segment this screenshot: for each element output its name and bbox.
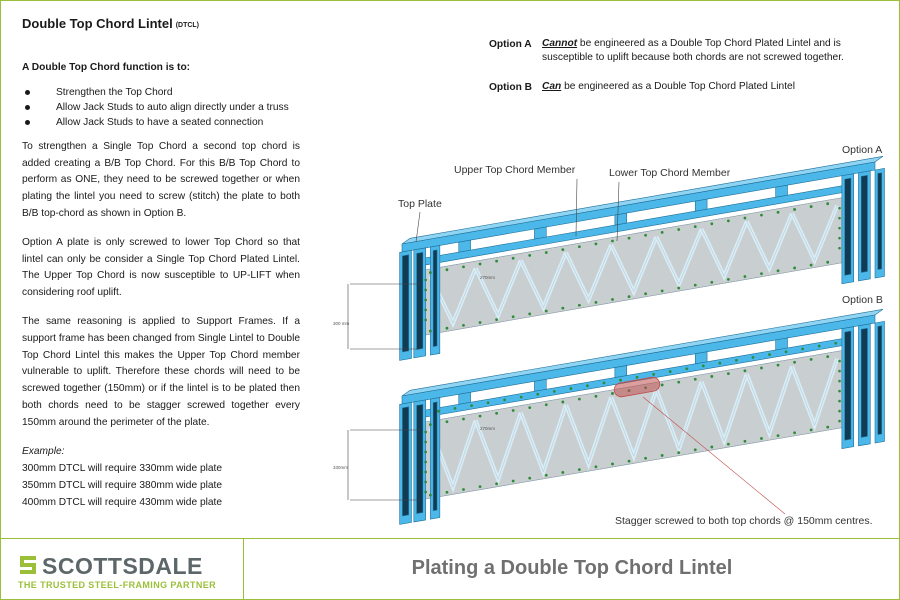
screw bbox=[512, 409, 515, 412]
screw bbox=[744, 440, 747, 443]
screw bbox=[826, 426, 829, 429]
screw bbox=[470, 404, 473, 407]
screw bbox=[611, 463, 614, 466]
screw bbox=[777, 211, 780, 214]
screw bbox=[446, 268, 449, 271]
screw bbox=[495, 260, 498, 263]
screw bbox=[818, 345, 821, 348]
dim-a-inner-label: 270mm bbox=[480, 275, 496, 280]
screw bbox=[424, 481, 427, 484]
example-line: 300mm DTCL will require 330mm wide plate bbox=[22, 463, 223, 475]
option-b-frame bbox=[400, 309, 885, 524]
screw bbox=[628, 237, 631, 240]
lower-chord-callout: Lower Top Chord Member bbox=[609, 167, 731, 179]
screw bbox=[661, 454, 664, 457]
upper-chord-leader bbox=[576, 179, 577, 236]
screw bbox=[611, 298, 614, 301]
screw bbox=[677, 381, 680, 384]
screw bbox=[424, 319, 427, 322]
screw bbox=[528, 406, 531, 409]
example-line: 400mm DTCL will require 430mm wide plate bbox=[22, 497, 223, 509]
screw bbox=[661, 384, 664, 387]
screw bbox=[424, 461, 427, 464]
stud-inner bbox=[845, 178, 851, 275]
page-title-tag: (DTCL) bbox=[175, 22, 200, 29]
chord-spacer bbox=[615, 213, 627, 225]
screw bbox=[561, 471, 564, 474]
screw bbox=[838, 247, 841, 250]
screw bbox=[528, 477, 531, 480]
screw bbox=[437, 410, 440, 413]
function-list bbox=[22, 85, 300, 130]
example-label: Example: bbox=[22, 445, 65, 457]
upper-chord-callout: Upper Top Chord Member bbox=[454, 164, 576, 176]
screw bbox=[462, 488, 465, 491]
stud-inner bbox=[402, 407, 408, 516]
screw bbox=[685, 367, 688, 370]
screw bbox=[424, 441, 427, 444]
screw bbox=[595, 395, 598, 398]
screw bbox=[545, 474, 548, 477]
screw bbox=[424, 299, 427, 302]
screw bbox=[528, 312, 531, 315]
list-item: Strengthen the Top Chord bbox=[22, 85, 300, 100]
brand-tagline: THE TRUSTED STEEL-FRAMING PARTNER bbox=[18, 580, 217, 590]
screw bbox=[561, 307, 564, 310]
paragraph-option-a: Option A plate is only screwed to lower Top Chord so that lintel can only be consider a Single Top Chord Plated Lintel. The Upper Top Chord is now susceptible to UP-LIFT when considering roof uplift. bbox=[22, 236, 300, 299]
option-b-description bbox=[542, 80, 795, 95]
screw bbox=[710, 375, 713, 378]
screw bbox=[628, 460, 631, 463]
screw bbox=[777, 269, 780, 272]
screw bbox=[429, 423, 432, 426]
screw bbox=[834, 342, 837, 345]
screw bbox=[669, 370, 672, 373]
screw bbox=[429, 494, 432, 497]
screw bbox=[727, 372, 730, 375]
screw bbox=[644, 457, 647, 460]
scottsdale-s-icon bbox=[18, 554, 38, 576]
dim-b-height-label: 330mm bbox=[333, 465, 349, 470]
screw bbox=[429, 271, 432, 274]
screw bbox=[479, 415, 482, 418]
chord-spacer bbox=[695, 352, 707, 364]
screw bbox=[503, 399, 506, 402]
screw bbox=[810, 264, 813, 267]
screw bbox=[694, 284, 697, 287]
screw bbox=[838, 370, 841, 373]
screw bbox=[479, 485, 482, 488]
chord-spacer bbox=[776, 185, 788, 197]
chord-spacer bbox=[534, 227, 546, 239]
option-b-row bbox=[489, 80, 879, 95]
screw bbox=[611, 392, 614, 395]
top-plate-callout: Top Plate bbox=[398, 198, 442, 210]
screw bbox=[424, 279, 427, 282]
screw bbox=[446, 327, 449, 330]
list-item: Allow Jack Studs to auto align directly under a truss bbox=[22, 100, 300, 115]
chord-spacer bbox=[776, 338, 788, 350]
screw bbox=[838, 207, 841, 210]
screw bbox=[661, 231, 664, 234]
screw bbox=[545, 251, 548, 254]
option-b-text: be engineered as a Double Top Chord Plated Lintel bbox=[561, 81, 795, 92]
function-heading: A Double Top Chord function is to: bbox=[22, 62, 191, 73]
stud-inner bbox=[845, 331, 851, 440]
screw bbox=[545, 310, 548, 313]
screw bbox=[838, 420, 841, 423]
screw bbox=[479, 321, 482, 324]
screw bbox=[677, 287, 680, 290]
screw bbox=[838, 380, 841, 383]
footer-title: Plating a Double Top Chord Lintel bbox=[411, 557, 733, 579]
screw bbox=[661, 290, 664, 293]
list-item: Allow Jack Studs to have a seated connection bbox=[22, 115, 300, 130]
option-a-label: Option A bbox=[489, 39, 532, 50]
screw bbox=[785, 350, 788, 353]
screw bbox=[760, 437, 763, 440]
screw bbox=[429, 330, 432, 333]
screw bbox=[553, 390, 556, 393]
screw bbox=[586, 384, 589, 387]
screw bbox=[569, 387, 572, 390]
screw bbox=[424, 431, 427, 434]
screw bbox=[838, 227, 841, 230]
lintel-plate bbox=[421, 197, 847, 336]
screw bbox=[512, 315, 515, 318]
screw bbox=[760, 367, 763, 370]
screw bbox=[793, 208, 796, 211]
page-title bbox=[22, 16, 300, 34]
option-b-diagram-label: Option B bbox=[842, 294, 883, 306]
screw bbox=[793, 267, 796, 270]
screw bbox=[536, 393, 539, 396]
screw bbox=[677, 451, 680, 454]
stud-inner bbox=[878, 326, 882, 435]
paragraph-strengthen: To strengthen a Single Top Chord a second top chord is added creating a B/B Top Chord. For this B/B Top Chord to perform as ONE, they need to be screwed together or when plating the lintel you need to screw (stitch) the plate to both B/B top-chord as shown in Option B. bbox=[22, 140, 300, 219]
brand-name: SCOTTSDALE bbox=[42, 553, 203, 579]
chord-spacer bbox=[695, 199, 707, 211]
lintel-diagram bbox=[330, 138, 900, 538]
screw bbox=[512, 480, 515, 483]
screw bbox=[520, 396, 523, 399]
screw bbox=[826, 355, 829, 358]
screw bbox=[462, 265, 465, 268]
screw bbox=[487, 401, 490, 404]
screw bbox=[578, 245, 581, 248]
screw bbox=[810, 358, 813, 361]
screw bbox=[838, 410, 841, 413]
paragraph-support-frames: The same reasoning is applied to Support Frames. If a support frame has been changed from Single Lintel to Double Top Chord Lintel this makes the Upper Top Chord member vulnerable to uplift. Therefore these chords will need to be screwed together (150mm) or if the lintel is to be plated then both chords need to be stagger screwed together every 150mm around the perimeter of the plate. bbox=[22, 315, 300, 428]
screw bbox=[777, 364, 780, 367]
option-b-label: Option B bbox=[489, 82, 533, 93]
screw bbox=[424, 471, 427, 474]
screw bbox=[718, 362, 721, 365]
footer bbox=[0, 538, 900, 600]
screw bbox=[710, 281, 713, 284]
chord-spacer bbox=[459, 240, 471, 252]
screw bbox=[528, 254, 531, 257]
screw bbox=[752, 356, 755, 359]
screw bbox=[727, 220, 730, 223]
screw bbox=[595, 242, 598, 245]
screw bbox=[578, 398, 581, 401]
screw bbox=[424, 309, 427, 312]
option-a-diagram-label: Option A bbox=[842, 144, 883, 156]
screw bbox=[446, 491, 449, 494]
screw bbox=[702, 365, 705, 368]
chord-spacer bbox=[459, 392, 471, 404]
lintel-plate bbox=[421, 350, 847, 500]
screw bbox=[777, 434, 780, 437]
screw bbox=[727, 443, 730, 446]
page-title-text: Double Top Chord Lintel bbox=[22, 16, 173, 31]
stud-inner bbox=[417, 404, 423, 513]
option-a-description bbox=[542, 37, 879, 65]
stud-inner bbox=[417, 252, 423, 349]
screw bbox=[561, 248, 564, 251]
screw bbox=[644, 234, 647, 237]
screw bbox=[595, 301, 598, 304]
screw bbox=[424, 451, 427, 454]
screw bbox=[694, 378, 697, 381]
text-column bbox=[22, 16, 300, 511]
stud-inner bbox=[861, 175, 867, 272]
screw bbox=[578, 468, 581, 471]
screw bbox=[446, 420, 449, 423]
chord-spacer bbox=[615, 366, 627, 378]
scottsdale-logo bbox=[18, 553, 233, 593]
dim-b-inner-label: 270mm bbox=[480, 426, 496, 431]
stud-inner bbox=[878, 173, 882, 270]
screw bbox=[768, 353, 771, 356]
option-b-keyword: Can bbox=[542, 81, 562, 92]
screw bbox=[644, 292, 647, 295]
screw bbox=[710, 446, 713, 449]
screw bbox=[479, 263, 482, 266]
screw bbox=[710, 222, 713, 225]
screw bbox=[826, 261, 829, 264]
option-a-text: be engineered as a Double Top Chord Plated Lintel and is susceptible to uplift because both chords are not screwed together. bbox=[542, 38, 844, 63]
screw bbox=[838, 400, 841, 403]
screw bbox=[561, 401, 564, 404]
screw bbox=[462, 418, 465, 421]
screw bbox=[619, 379, 622, 382]
screw bbox=[826, 202, 829, 205]
chord-spacer bbox=[534, 379, 546, 391]
screw bbox=[760, 272, 763, 275]
screw bbox=[603, 382, 606, 385]
screw bbox=[838, 237, 841, 240]
screw bbox=[744, 369, 747, 372]
screw bbox=[462, 324, 465, 327]
screw bbox=[454, 407, 457, 410]
screw bbox=[545, 403, 548, 406]
screw bbox=[744, 275, 747, 278]
screw bbox=[801, 347, 804, 350]
screw bbox=[760, 214, 763, 217]
screw bbox=[735, 359, 738, 362]
screw bbox=[727, 278, 730, 281]
screw bbox=[793, 431, 796, 434]
screw bbox=[611, 240, 614, 243]
screw bbox=[578, 304, 581, 307]
stud-inner bbox=[433, 402, 437, 511]
stud-inner bbox=[433, 250, 437, 347]
dim-a-height-label: 300 mm bbox=[333, 321, 350, 326]
screw bbox=[810, 205, 813, 208]
screw bbox=[628, 295, 631, 298]
stud-inner bbox=[402, 255, 408, 352]
screw bbox=[838, 360, 841, 363]
screw bbox=[424, 289, 427, 292]
screw bbox=[636, 376, 639, 379]
screw bbox=[495, 412, 498, 415]
screw bbox=[744, 217, 747, 220]
screw bbox=[652, 373, 655, 376]
screw bbox=[694, 448, 697, 451]
screw bbox=[810, 429, 813, 432]
screw bbox=[838, 217, 841, 220]
screw bbox=[495, 482, 498, 485]
screw bbox=[793, 361, 796, 364]
screw bbox=[694, 225, 697, 228]
options-block bbox=[489, 37, 879, 95]
screw bbox=[495, 318, 498, 321]
stud-inner bbox=[861, 328, 867, 437]
option-a-keyword: Cannot bbox=[542, 38, 578, 49]
example-line: 350mm DTCL will require 380mm wide plate bbox=[22, 480, 223, 492]
screw bbox=[595, 465, 598, 468]
screw bbox=[512, 257, 515, 260]
screw bbox=[838, 390, 841, 393]
screw bbox=[424, 491, 427, 494]
screw bbox=[677, 228, 680, 231]
stagger-callout: Stagger screwed to both top chords @ 150mm centres. bbox=[615, 515, 873, 527]
option-a-row bbox=[489, 37, 879, 65]
